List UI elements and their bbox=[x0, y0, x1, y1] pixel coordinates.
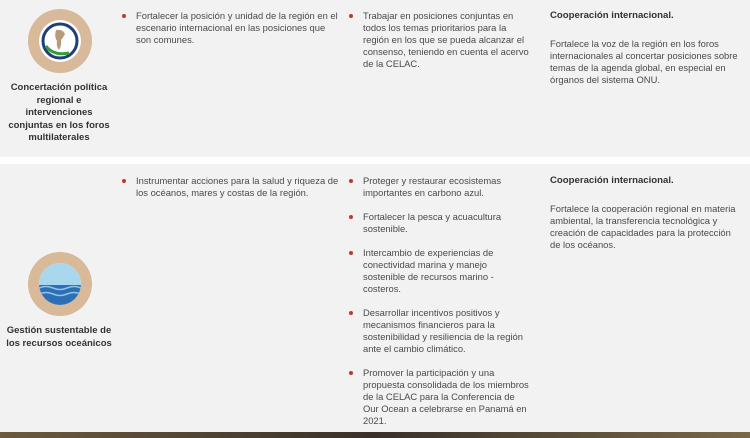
bullet-icon bbox=[349, 215, 353, 219]
theme-cell bbox=[0, 0, 118, 157]
list-item: Instrumentar acciones para la salud y riqueza de los océanos, mares y costas de la región. bbox=[122, 175, 340, 199]
actions-column bbox=[349, 10, 531, 70]
actions-column bbox=[349, 175, 531, 427]
list-item: Promover la participación y una propuesta consolidada de los miembros de la CELAC para la Conferencia de Our Ocean a celebrarse en Panamá en 2021. bbox=[349, 367, 531, 427]
theme-medallion bbox=[28, 252, 92, 316]
list-item: Proteger y restaurar ecosistemas importantes en carbono azul. bbox=[349, 175, 531, 199]
list-item: Intercambio de experiencias de conectividad marina y manejo sostenible de recursos marino - costeros. bbox=[349, 247, 531, 295]
bullet-icon bbox=[349, 14, 353, 18]
globe-americas-icon bbox=[39, 20, 81, 62]
theme-title: Gestión sustentable de los recursos oceánicos bbox=[6, 325, 112, 349]
cooperation-text: Fortalece la voz de la región en los foros internacionales al concertar posiciones sobre temas de la agenda global, en especial en órganos del sistema ONU. bbox=[550, 38, 738, 85]
bullet-icon bbox=[349, 311, 353, 315]
table-row bbox=[0, 0, 750, 157]
bullet-icon bbox=[349, 371, 353, 375]
objectives-column bbox=[122, 175, 340, 199]
list-item: Desarrollar incentivos positivos y mecanismos financieros para la sostenibilidad y resiliencia de la región ante el cambio climático. bbox=[349, 307, 531, 355]
bullet-icon bbox=[122, 14, 126, 18]
cooperation-column bbox=[550, 175, 740, 251]
cooperation-text: Fortalece la cooperación regional en materia ambiental, la transferencia tecnológica y creación de capacidades para la protección de los océanos. bbox=[550, 203, 736, 250]
theme-title: Concertación política regional e intervenciones conjuntas en los foros multilaterales bbox=[8, 82, 110, 143]
theme-cell bbox=[0, 164, 118, 432]
bullet-icon bbox=[122, 179, 126, 183]
cooperation-title: Cooperación internacional. bbox=[550, 175, 674, 186]
list-item: Fortalecer la posición y unidad de la región en el escenario internacional en las posiciones que son comunes. bbox=[122, 10, 340, 46]
list-item: Fortalecer la pesca y acuacultura sostenible. bbox=[349, 211, 531, 235]
footer-band bbox=[0, 432, 750, 438]
list-item: Trabajar en posiciones conjuntas en todos los temas prioritarios para la región en los que se pueda alcanzar el consenso, teniendo en cuenta el acervo de la CELAC. bbox=[349, 10, 531, 70]
cooperation-column bbox=[550, 10, 740, 86]
ocean-icon bbox=[39, 263, 81, 305]
table-row bbox=[0, 164, 750, 432]
bullet-icon bbox=[349, 251, 353, 255]
cooperation-title: Cooperación internacional. bbox=[550, 10, 674, 21]
objectives-column bbox=[122, 10, 340, 46]
bullet-icon bbox=[349, 179, 353, 183]
theme-medallion bbox=[28, 9, 92, 73]
